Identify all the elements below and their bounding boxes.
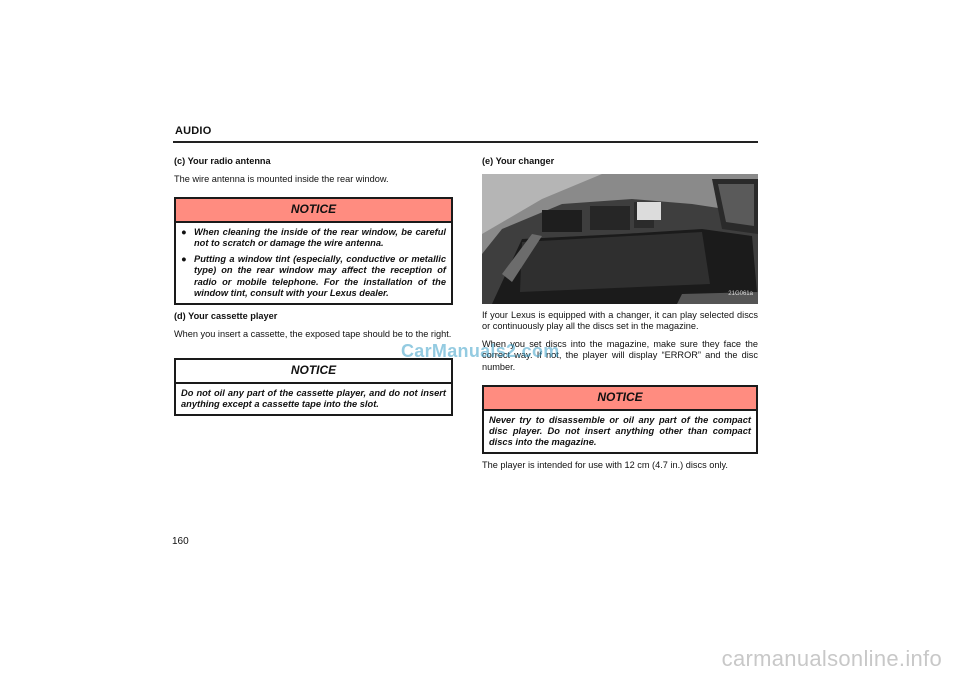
changer-text-1: If your Lexus is equipped with a changer, it can play selected discs or continuously play all the discs set in the magazine. — [482, 309, 758, 331]
photo-code: 21G061a — [728, 291, 753, 297]
cassette-text: When you insert a cassette, the exposed tape should be to the right. — [174, 328, 452, 339]
antenna-heading: (c) Your radio antenna — [174, 156, 271, 166]
changer-photo-illustration — [482, 174, 758, 304]
notice-bullet — [181, 227, 446, 250]
notice-cassette — [174, 358, 453, 416]
cassette-heading: (d) Your cassette player — [174, 311, 278, 322]
notice-antenna-body — [176, 223, 451, 304]
bullet-icon: ● — [181, 254, 187, 265]
notice-cassette-title: NOTICE — [176, 360, 451, 384]
header-rule — [173, 141, 758, 143]
section-title: AUDIO — [175, 125, 212, 137]
changer-text-2: When you set discs into the magazine, make sure they face the correct way. If not, the player will display “ERROR” and the disc number. — [482, 338, 758, 372]
notice-bullet-text: When cleaning the inside of the rear window, be careful not to scratch or damage the wire antenna. — [194, 226, 446, 248]
antenna-text: The wire antenna is mounted inside the rear window. — [174, 173, 389, 184]
left-column — [174, 156, 453, 422]
notice-antenna — [174, 197, 453, 305]
right-column — [482, 156, 758, 478]
footer-watermark: carmanualsonline.info — [721, 646, 942, 671]
notice-changer — [482, 385, 758, 454]
notice-changer-title: NOTICE — [484, 387, 756, 411]
watermark: CarManuals2.com — [401, 341, 560, 361]
changer-photo — [482, 174, 758, 304]
notice-bullet-text: Putting a window tint (especially, conductive or metallic type) on the rear window may affect the reception of radio or mobile telephone. For the installation of the window tint, consult with your Lexus dealer. — [194, 254, 446, 298]
page-number: 160 — [172, 536, 189, 547]
notice-antenna-title: NOTICE — [176, 199, 451, 223]
notice-changer-body: Never try to disassemble or oil any part of the compact disc player. Do not insert anything other than compact discs into the magazine. — [489, 414, 751, 448]
notice-cassette-body: Do not oil any part of the cassette player, and do not insert anything except a cassette tape into the slot. — [181, 387, 446, 410]
notice-bullet — [181, 254, 446, 299]
bullet-icon: ● — [181, 226, 187, 237]
changer-heading: (e) Your changer — [482, 156, 555, 166]
changer-text-3: The player is intended for use with 12 cm (4.7 in.) discs only. — [482, 460, 728, 471]
